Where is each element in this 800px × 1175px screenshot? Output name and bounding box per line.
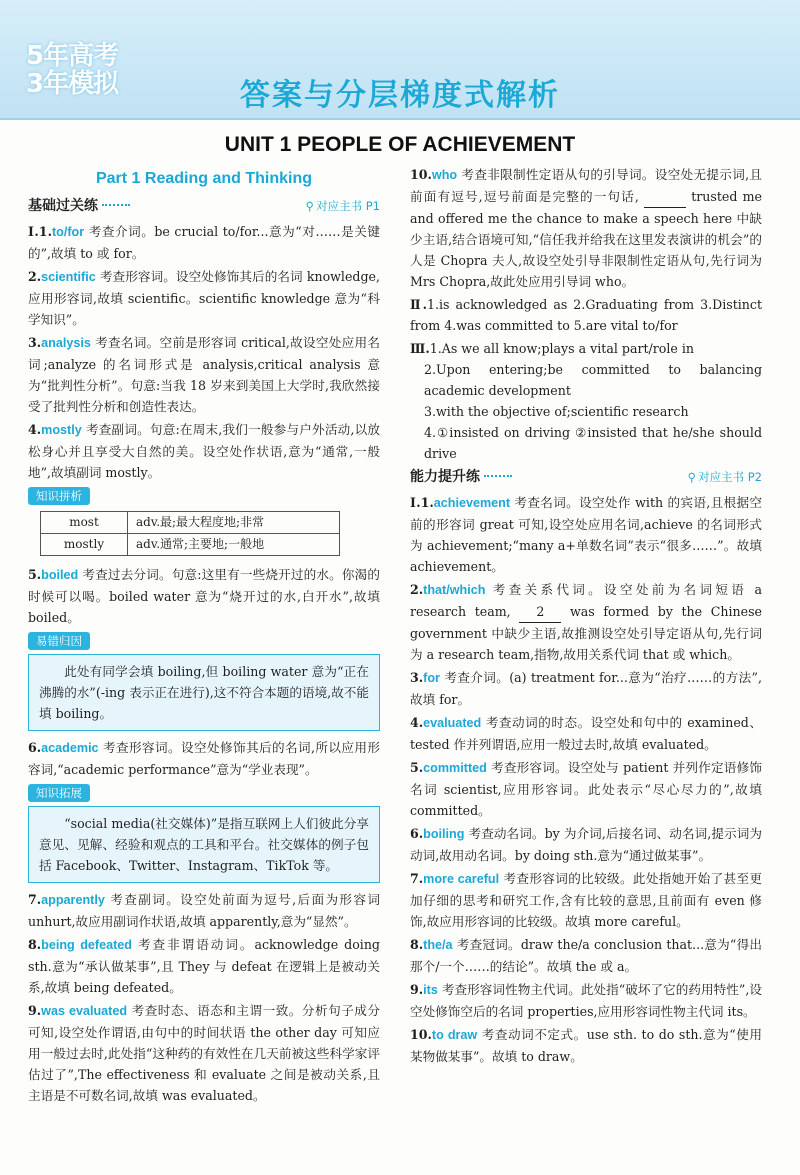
- answer-item: 10.who 考查非限制性定语从句的引导词。设空处无提示词,且前面有逗号,逗号前面是完整的一句话, trusted me and offered me the chance to make a speech here 中缺少主语,结合语境可知,“信任我并给我在这里发表演讲的机会”的人是 Chopra 夫人,故设空处引导非限制性定语从句,先行词为 Mrs Chopra,故此处应用引导词 who。: [410, 167, 762, 289]
- answer-item: Ⅰ.1.achievement 考查名词。设空处作 with 的宾语,且根据空前的形容词 great 可知,设空处应用名词,achieve 的名词形式为 achievement;“many a+单数名词”表示“很多……”。故填 achievement。: [410, 495, 762, 574]
- answer-item: 9.was evaluated 考查时态、语态和主谓一致。分析句子成分可知,设空处作谓语,由句中的时间状语 the other day 可知应用一般过去时,此处指“这种药的有效性在几天前被这些科学家评估过了”,The effectiveness 和 evaluate 之间是被动关系,且主语是不可数名词,故填 was evaluated。: [28, 1003, 381, 1103]
- section-header-advanced: [410, 466, 762, 488]
- search-icon: ⚲: [687, 469, 697, 484]
- answer-item: 5.committed 考查形容词。设空处与 patient 并列作定语修饰名词 scientist,应用形容词。此处表示“尽心尽力的”,故填 committed。: [410, 760, 762, 818]
- tip-tag-comparison: 知识拼析: [28, 487, 90, 505]
- unit-title: UNIT 1 PEOPLE OF ACHIEVEMENT: [224, 133, 576, 156]
- answer-item: 2.that/which 考查关系代词。设空处前为名词短语 a research team, 2 was formed by the Chinese government 中缺少主语,故推测设空处引导定语从句,先行词为 a research team,指物,故用关系代词 that 或 which。: [410, 582, 762, 662]
- answer-item: 3.for 考查介词。(a) treatment for...意为“治疗……的方法”,故填 for。: [410, 670, 762, 707]
- answer-item: 5.boiled 考查过去分词。句意:这里有一些烧开过的水。你渴的时候可以喝。boiled water 意为“烧开过的水,白开水”,故填 boiled。: [28, 567, 380, 625]
- table-row: mostly adv.通常;主要地;一般地: [41, 534, 340, 556]
- page-title: 答案与分层梯度式解析: [240, 78, 560, 113]
- brand-logo: 5年高考 3年模拟: [26, 41, 119, 99]
- answer-item: 6.academic 考查形容词。设空处修饰其后的名词,所以应用形容词,“academic performance”意为“学业表现”。: [28, 740, 380, 777]
- answer-item: 7.apparently 考查副词。设空处前面为逗号,后面为形容词 unhurt,故应用副词作状语,故填 apparently,意为“显然”。: [28, 892, 380, 929]
- search-icon: ⚲: [305, 198, 315, 213]
- answer-item: 4.mostly 考查副词。句意:在周末,我们一般参与户外活动,以放松身心并且享受大自然的美。设空处作状语,意为“通常,一般地”,故填副词 mostly。: [28, 422, 380, 480]
- answer-item: 3.analysis 考查名词。空前是形容词 critical,故设空处应用名词;analyze 的名词形式是 analysis,critical analysis 意为“批判性分析”。句意:当我 18 岁来到美国上大学时,我欣然接受了批判性分析和创造性表达。: [28, 335, 380, 414]
- answer-item: 10.to draw 考查动词不定式。use sth. to do sth.意为“使用某物做某事”。故填 to draw。: [410, 1027, 762, 1064]
- header-banner: [0, 0, 800, 120]
- fill-blank: [644, 186, 686, 208]
- left-column: [28, 164, 380, 1108]
- answer-item: 4.evaluated 考查动词的时态。设空处和句中的 examined、tested 作并列谓语,应用一般过去时,故填 evaluated。: [410, 715, 762, 752]
- section-name: 能力提升练: [410, 467, 512, 488]
- tip-tag-extension: 知识拓展: [28, 784, 90, 802]
- table-row: most adv.最;最大程度地;非常: [41, 512, 340, 534]
- answer-item: 8.the/a 考查冠词。draw the/a conclusion that...意为“得出那个/一个……的结论”。故填 the 或 a。: [410, 937, 762, 974]
- book-reference: ⚲ 对应主书 P1: [305, 198, 380, 213]
- answer-item: Ⅱ.1.is acknowledged as 2.Graduating from 3.Distinct from 4.was committed to 5.are vital to/for: [410, 297, 763, 333]
- answer-item: 2.scientific 考查形容词。设空处修饰其后的名词 knowledge,应用形容词,故填 scientific。scientific knowledge 意为“科学知识”。: [28, 269, 380, 327]
- tip-tag-error: 易错归因: [28, 632, 90, 650]
- word-comparison-table: [40, 511, 340, 556]
- answer-item: 9.its 考查形容词性物主代词。此处指“破坏了它的药用特性”,设空处修饰空后的名词 properties,应用形容词性物主代词 its。: [410, 982, 762, 1019]
- fill-blank: 2: [519, 601, 561, 623]
- extension-note-box: “social media(社交媒体)”是指互联网上人们彼此分享意见、见解、经验和观点的工具和平台。社交媒体的例子包括 Facebook、Twitter、Instagram、TikTok 等。: [28, 806, 380, 883]
- right-column: [410, 164, 762, 1069]
- section-name: 基础过关练: [28, 196, 130, 217]
- answer-item: Ⅲ.1.As we all know;plays a vital part/role in 2.Upon entering;be committed to balancing academic development 3.with the objective of;scientific research 4.①insisted on driving ②insisted that he/she should drive: [410, 341, 762, 461]
- answer-item: Ⅰ.1.to/for 考查介词。be crucial to/for...意为“对……是关键的”,故填 to 或 for。: [28, 224, 380, 261]
- section-header-basic: [28, 195, 380, 217]
- answer-item: 6.boiling 考查动名词。by 为介词,后接名词、动名词,提示词为动词,故用动名词。by doing sth.意为“通过做某事”。: [410, 826, 762, 863]
- answer-item: 7.more careful 考查形容词的比较级。此处指她开始了甚至更加仔细的思考和研究工作,含有比较的意思,且前面有 even 修饰,故应用形容词的比较级。故填 more careful。: [410, 871, 763, 929]
- answer-item: 8.being defeated 考查非谓语动词。acknowledge doing sth.意为“承认做某事”,且 They 与 defeat 在逻辑上是被动关系,故填 being defeated。: [28, 937, 380, 995]
- error-note-box: 此处有同学会填 boiling,但 boiling water 意为“正在沸腾的水”(-ing 表示正在进行),这不符合本题的语境,故不能填 boiling。: [28, 654, 380, 731]
- book-reference: ⚲ 对应主书 P2: [687, 469, 762, 484]
- part-title: Part 1 Reading and Thinking: [95, 170, 313, 187]
